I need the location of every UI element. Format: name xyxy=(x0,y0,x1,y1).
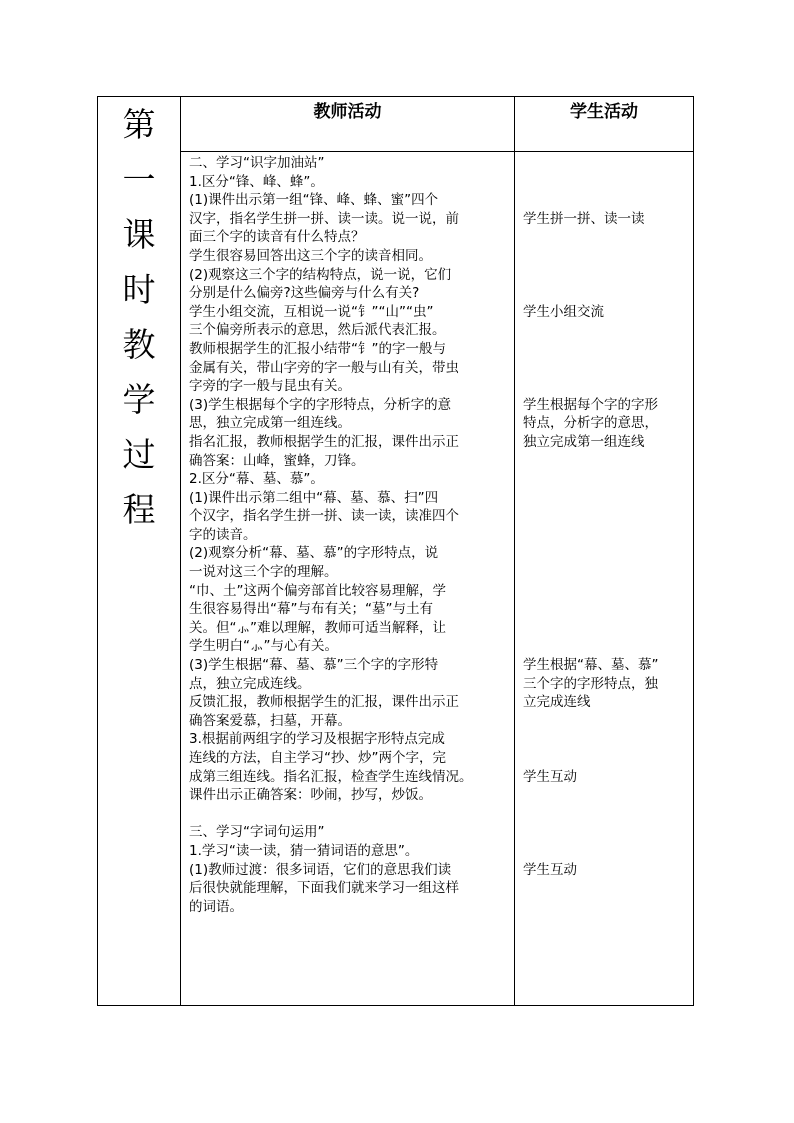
teacher-line: 指名汇报，教师根据学生的汇报，课件出示正 xyxy=(189,433,459,450)
student-note xyxy=(523,303,687,322)
student-note-line: 特点，分析字的意思， xyxy=(523,415,658,432)
teacher-line: 一说对这三个字的理解。 xyxy=(189,564,338,581)
teacher-line: 关。但“⺗”难以理解，教师可适当解释，让 xyxy=(189,619,446,636)
teacher-line: 个汉字，指名学生拼一拼、读一读，读准四个 xyxy=(189,508,459,525)
student-note xyxy=(523,656,687,712)
student-header: 学生活动 xyxy=(515,97,694,152)
teacher-line: 字的读音。 xyxy=(189,526,257,543)
teacher-line: 后很快就能理解，下面我们就来学习一组这样 xyxy=(189,880,459,897)
teacher-line: 学生很容易回答出这三个字的读音相同。 xyxy=(189,247,432,264)
student-note-line: 学生互动 xyxy=(523,768,577,785)
teacher-line: (1)课件出示第一组“锋、峰、蜂、蜜”四个 xyxy=(189,192,439,209)
student-note-line: 独立完成第一组连线 xyxy=(523,433,645,450)
teacher-line: 字旁的字一般与昆虫有关。 xyxy=(189,378,351,395)
teacher-line: (2)观察这三个字的结构特点，说一说，它们 xyxy=(189,266,452,283)
teacher-line: 3.根据前两组字的学习及根据字形特点完成 xyxy=(189,731,445,748)
student-note-line: 学生根据“幕、墓、慕” xyxy=(523,657,659,674)
teacher-line: 2.区分“幕、墓、慕”。 xyxy=(189,471,324,488)
teacher-line: 的词语。 xyxy=(189,898,243,915)
teacher-line: 汉字，指名学生拼一拼、读一读。说一说，前 xyxy=(189,210,459,227)
student-note xyxy=(523,396,687,452)
teacher-line: 连线的方法，自主学习“抄、炒”两个字，完 xyxy=(189,750,446,766)
teacher-line: 学生小组交流，互相说一说“钅”“山”“虫” xyxy=(189,303,434,320)
student-note xyxy=(523,210,687,229)
teacher-line: 1.学习“读一读，猜一猜词语的意思”。 xyxy=(189,842,419,859)
teacher-line: (1)教师过渡：很多词语，它们的意思我们读 xyxy=(189,861,452,878)
teacher-line: (3)学生根据“幕、墓、慕”三个字的字形特 xyxy=(189,657,439,674)
teacher-line: 面三个字的读音有什么特点？ xyxy=(189,229,365,246)
teacher-line: (2)观察分析“幕、墓、慕”的字形特点，说 xyxy=(189,545,439,562)
lesson-plan-table xyxy=(97,96,694,1006)
student-note xyxy=(523,861,687,880)
teacher-line: (1)课件出示第二组中“幕、墓、慕、扫”四 xyxy=(189,489,439,506)
teacher-line: 课件出示正确答案：吵闹，抄写，炒饭。 xyxy=(189,787,432,804)
student-note-line: 立完成连线 xyxy=(523,694,591,711)
teacher-activity-cell xyxy=(181,152,515,1006)
teacher-activity-text xyxy=(181,152,514,916)
teacher-line: 反馈汇报，教师根据学生的汇报，课件出示正 xyxy=(189,694,459,711)
student-note-line: 学生小组交流 xyxy=(523,303,604,320)
teacher-line xyxy=(189,805,508,824)
teacher-line: 金属有关，带山字旁的字一般与山有关，带虫 xyxy=(189,359,459,376)
teacher-header: 教师活动 xyxy=(181,97,515,152)
teacher-line: 三个偏旁所表示的意思，然后派代表汇报。 xyxy=(189,322,446,339)
teacher-line: “巾、土”这两个偏旁部首比较容易理解，学 xyxy=(189,582,446,599)
student-note-line: 学生互动 xyxy=(523,861,577,878)
teacher-line: 教师根据学生的汇报小结带“钅”的字一般与 xyxy=(189,340,446,357)
teacher-line: 二、学习“识字加油站” xyxy=(189,155,325,171)
teacher-line: 分别是什么偏旁?这些偏旁与什么有关? xyxy=(189,285,420,302)
teacher-line: 确答案：山峰，蜜蜂，刀锋。 xyxy=(189,452,365,469)
teacher-line: 确答案爱慕，扫墓，开幕。 xyxy=(189,712,351,729)
side-title-cell xyxy=(98,97,181,1006)
teacher-line: 三、学习“字词句运用” xyxy=(189,824,325,841)
student-note-line: 学生拼一拼、读一读 xyxy=(523,210,645,227)
teacher-line: 学生明白“⺗”与心有关。 xyxy=(189,638,338,655)
teacher-line: 1.区分“锋、峰、蜂”。 xyxy=(189,173,324,190)
teacher-line: 点，独立完成连线。 xyxy=(189,675,311,692)
teacher-line: (3)学生根据每个字的字形特点，分析字的意 xyxy=(189,396,452,413)
side-title: 第一课时教学过程 xyxy=(122,105,156,529)
teacher-line: 思，独立完成第一组连线。 xyxy=(189,415,351,432)
teacher-line: 成第三组连线。指名汇报，检查学生连线情况。 xyxy=(189,768,473,785)
student-note-line: 三个字的字形特点，独 xyxy=(523,675,658,692)
student-note xyxy=(523,768,687,787)
student-note-line: 学生根据每个字的字形 xyxy=(523,396,658,413)
student-activity-cell xyxy=(515,152,694,1006)
teacher-line: 生很容易得出“幕”与布有关；“墓”与土有 xyxy=(189,601,433,618)
